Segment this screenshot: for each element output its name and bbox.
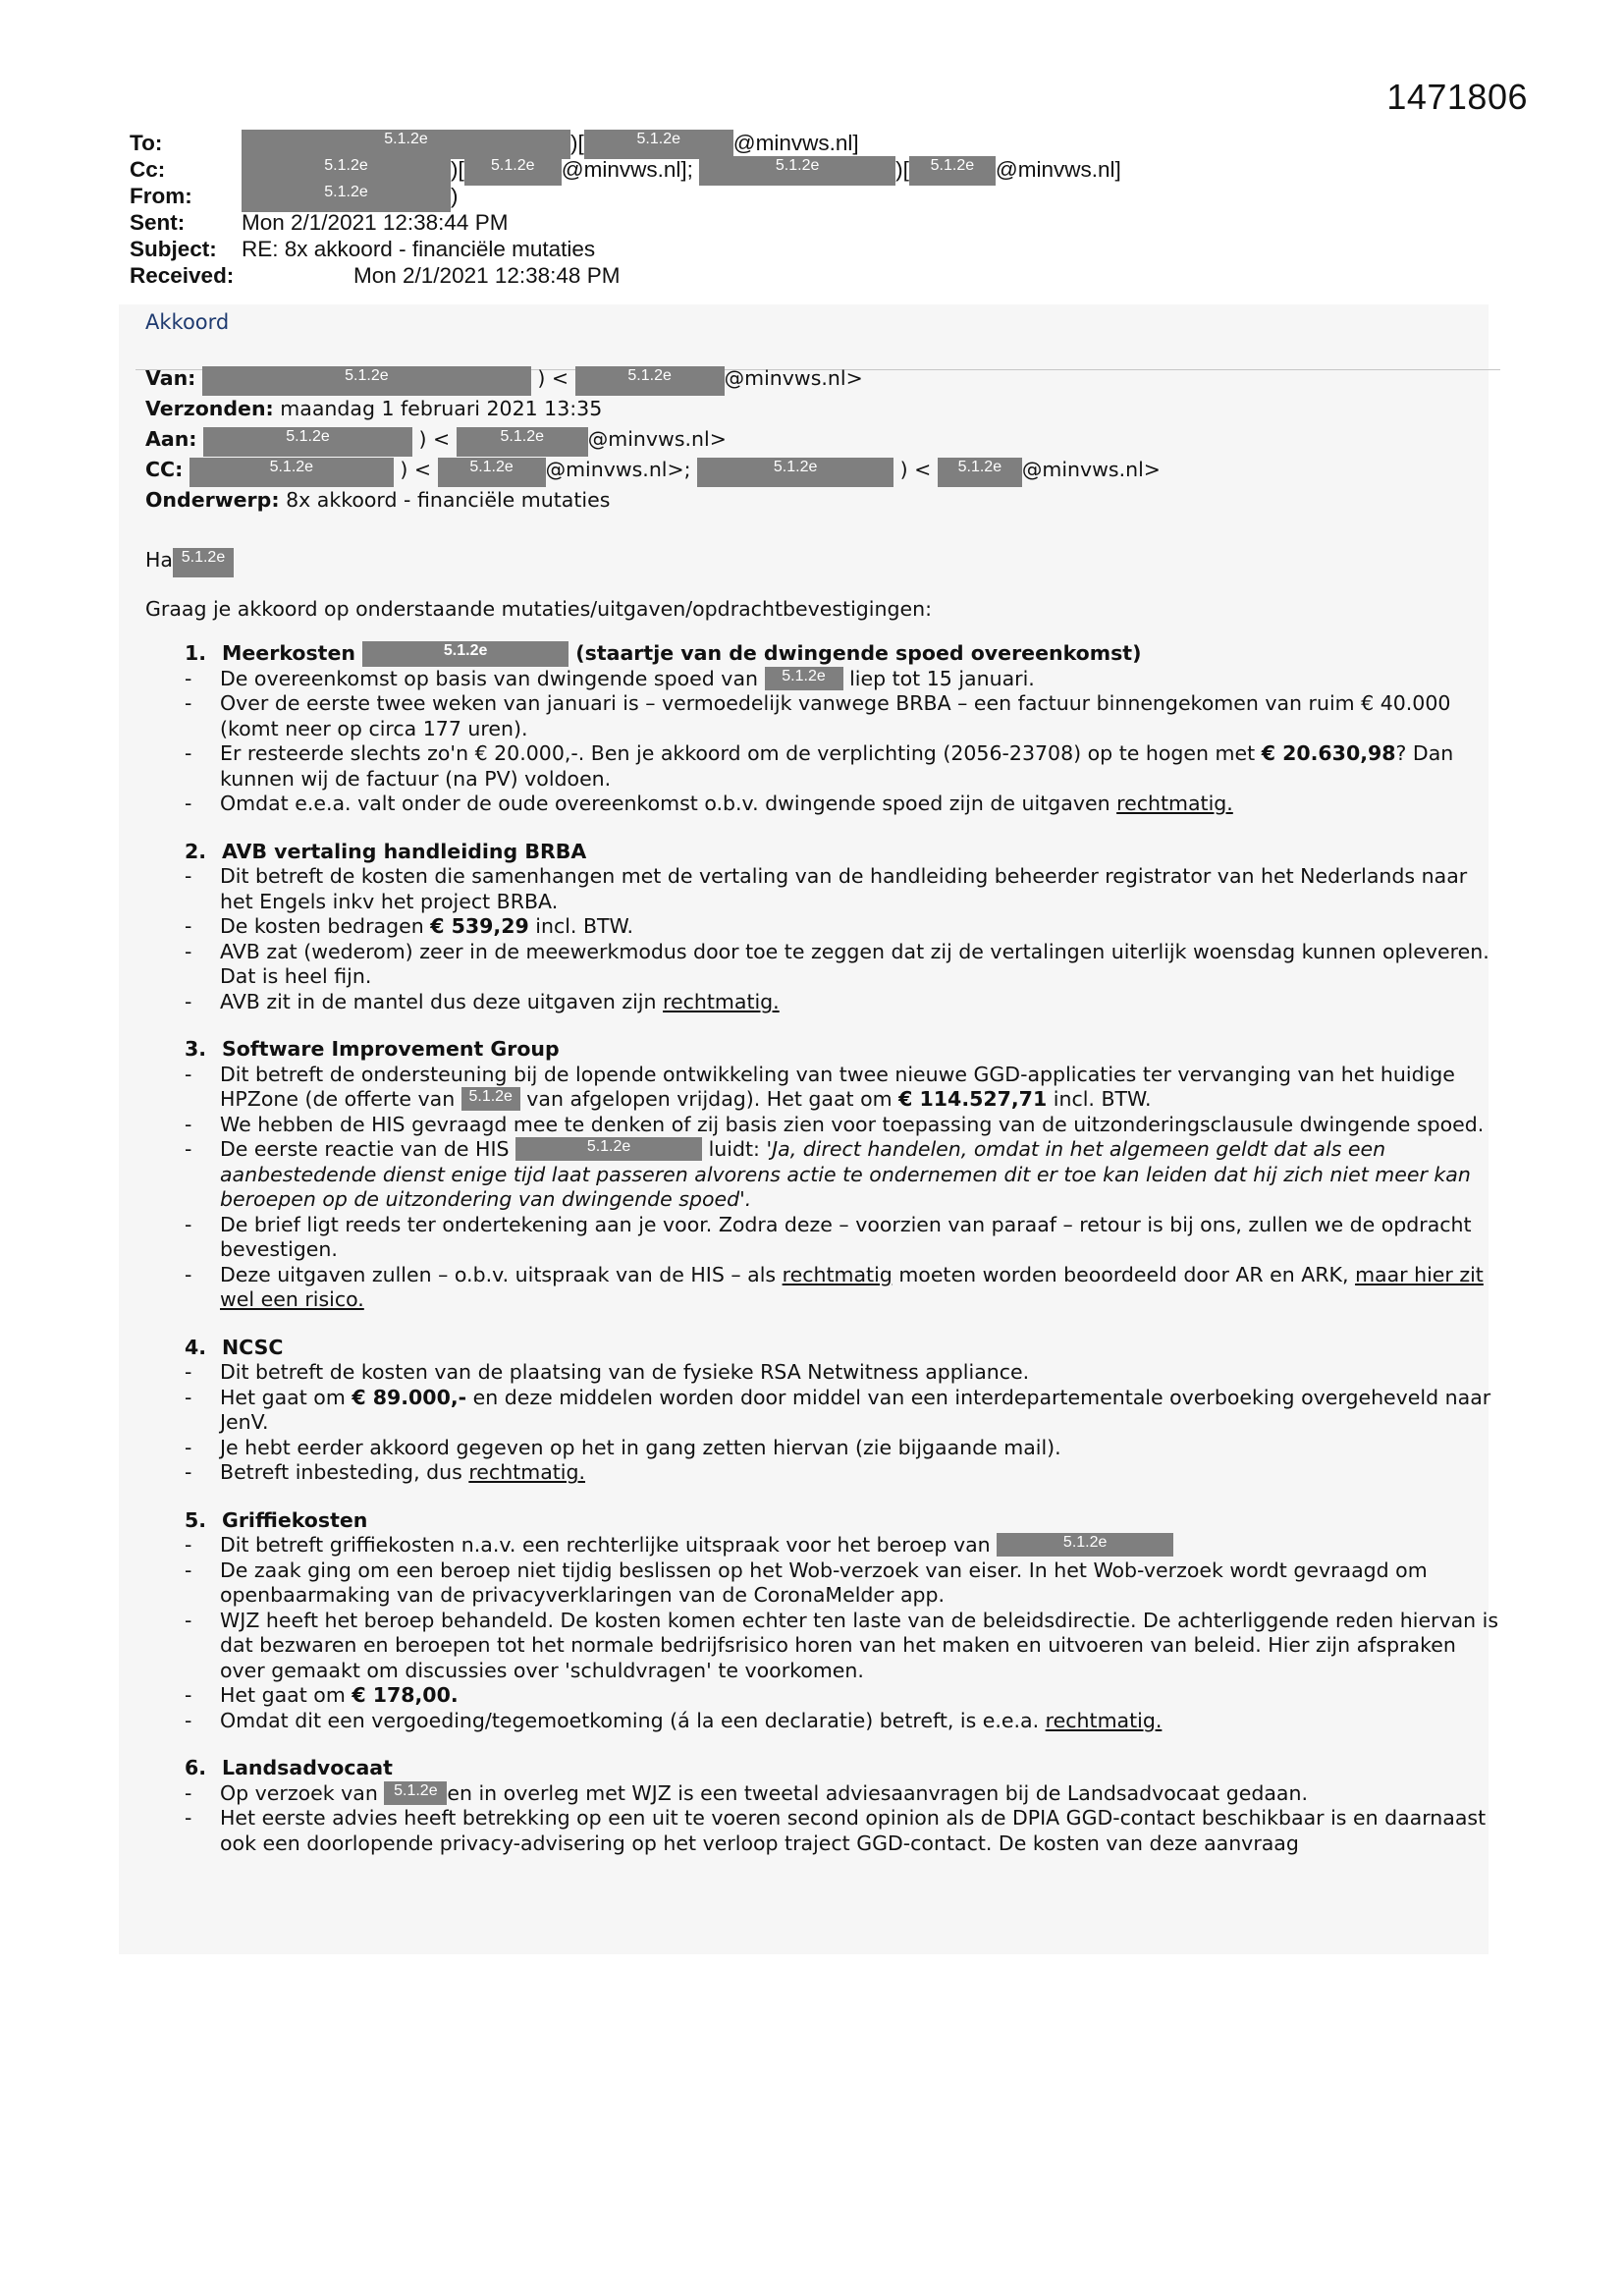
item-text: Betreft inbesteding, dus [220,1460,462,1484]
to-domain: @minvws.nl] [732,131,859,155]
redaction: 5.1.2e [189,458,394,487]
list-item [185,667,1500,692]
section-number: 1. [185,641,207,665]
rechtmatig-text: rechtmatig. [1116,792,1233,815]
section-title: Meerkosten [222,641,355,665]
list-item [185,1709,1500,1734]
sent-value: Mon 2/1/2021 12:38:44 PM [242,210,509,235]
cc-value: 5.1.2e )[ 5.1.2e @minvws.nl]; 5.1.2e )[ 5.1.2e @minvws.nl] [242,156,1121,186]
van-label: Van: [145,365,196,390]
bullet-list [185,1063,1500,1313]
item-text: Het gaat om [220,1385,346,1409]
list-item: - Het eerste advies heeft betrekking op een uit te voeren second opinion als de DPIA GGD-contact beschikbaar is en daarnaast ook een doorlopende privacy-advisering op het verloop traject GGD-contact. De kosten van deze aanvraag [185,1806,1500,1856]
list-item [185,1386,1500,1436]
redaction: 5.1.2e [457,427,588,457]
redaction: 5.1.2e [938,458,1022,487]
item-text: en in overleg met WJZ is een tweetal adviesaanvragen bij de Landsadvocaat gedaan. [447,1780,1308,1805]
cc-forward-domain-1: @minvws.nl>; [545,457,691,481]
from-label: From: [130,184,192,208]
reply-text: Akkoord [145,310,230,334]
list-item: - Dit betreft de kosten van de plaatsing van de fysieke RSA Netwitness appliance. [185,1360,1500,1386]
amount: € 539,29 [430,914,529,938]
list-item [185,990,1500,1015]
subject-label: Subject: [130,237,217,261]
item-text: AVB zit in de mantel dus deze uitgaven zijn [220,989,657,1013]
list-item: - De zaak ging om een beroep niet tijdig beslissen op het Wob-verzoek van eiser. In het Wob-verzoek wordt gevraagd om openbaarmaking van de privacyverklaringen van de CoronaMelder app. [185,1558,1500,1609]
section-title: AVB vertaling handleiding BRBA [222,839,587,863]
list-item [185,741,1500,792]
list-item: - We hebben de HIS gevraagd mee te denken of zij basis zien voor toepassing van de uitzonderingsclausule dwingende spoed. [185,1113,1500,1138]
onderwerp-row [145,488,1500,519]
amount: € 20.630,98 [1261,741,1396,765]
item-text: Het gaat om [220,1683,346,1707]
his-quote: 'Ja, direct handelen, omdat in het algemeen geldt dat als een aanbestedende dienst enige tijd laat passeren alvorens actie te ondernemen dit er toe kan leiden dat hij zich niet meer kan beroepen op de uitzondering van dwingende spoed'. [220,1137,1471,1211]
section-avb [185,840,1500,1015]
section-title: Software Improvement Group [222,1037,560,1061]
redaction: 5.1.2e [461,1087,520,1111]
section-ncsc [185,1336,1500,1486]
section-title: NCSC [222,1335,284,1359]
section-heading [185,1336,1500,1361]
item-text: Dit betreft de ondersteuning bij de lopende ontwikkeling van twee nieuwe GGD-applicaties ter vervanging van het huidige HPZone (de offerte van [220,1062,1455,1111]
bullet-list [185,1360,1500,1486]
section-number: 3. [185,1037,207,1061]
item-text: De eerste reactie van de HIS [220,1137,510,1161]
section-title: Griffiekosten [222,1507,368,1532]
redaction: 5.1.2e [697,458,893,487]
cc-domain-2: @minvws.nl] [995,157,1121,182]
from-value: 5.1.2e ) [242,183,459,212]
section-heading [185,1037,1500,1063]
item-text: liep tot 15 januari. [849,666,1035,690]
list-item [185,792,1500,817]
greeting-prefix: Ha [145,547,173,572]
received-label: Received: [130,263,235,288]
item-text: incl. BTW. [535,914,633,938]
greeting [145,548,1500,577]
item-text: Dit betreft griffiekosten n.a.v. een rechterlijke uitspraak voor het beroep van [220,1533,991,1557]
item-text: Omdat dit een vergoeding/tegemoetkoming (á la een declaratie) betreft, is e.e.a. [220,1708,1040,1732]
sent-label: Sent: [130,210,186,235]
list-item [185,1781,1500,1807]
bullet-list [185,667,1500,817]
section-number: 6. [185,1756,207,1779]
section-griffiekosten [185,1508,1500,1734]
aan-domain: @minvws.nl> [587,426,727,451]
item-text: incl. BTW. [1053,1087,1152,1111]
redaction: 5.1.2e [362,641,568,667]
cc-forward-domain-2: @minvws.nl> [1021,457,1161,481]
redaction: 5.1.2e [438,458,546,487]
list-item: - WJZ heeft het beroep behandeld. De kosten komen echter ten laste van de beleidsdirectie. De achterliggende reden hiervan is dat bezwaren en beroepen tot het normale bedrijfsrisico horen van het maken en uitvoeren van beleid. Hier zijn afspraken over gemaakt om discussies over 'schuldvragen' te voorkomen. [185,1609,1500,1684]
section-landsadvocaat [185,1756,1500,1856]
cc-forward-label: CC: [145,457,184,481]
onderwerp-label: Onderwerp: [145,487,280,512]
received-value: Mon 2/1/2021 12:38:48 PM [353,263,621,288]
section-heading [185,1508,1500,1534]
section-heading [185,840,1500,865]
item-text: Deze uitgaven zullen – o.b.v. uitspraak van de HIS – als [220,1262,777,1286]
list-item: - Je hebt eerder akkoord gegeven op het in gang zetten hiervan (zie bijgaande mail). [185,1436,1500,1461]
item-text: moeten worden beoordeeld door AR en ARK, [898,1262,1349,1286]
section-number: 5. [185,1507,207,1532]
list-item [185,1533,1500,1558]
redaction: 5.1.2e [242,130,570,159]
bullet-list [185,1533,1500,1733]
item-text: De overeenkomst op basis van dwingende spoed van [220,666,758,690]
list-item: - De brief ligt reeds ter ondertekening aan je voor. Zodra deze – voorzien van paraaf – retour is bij ons, zullen we de opdracht bevestigen. [185,1213,1500,1263]
section-number: 2. [185,839,207,863]
section-number: 4. [185,1335,207,1359]
redaction: 5.1.2e [584,130,733,159]
onderwerp-value: 8x akkoord - financiële mutaties [286,487,611,512]
rechtmatig-text: rechtmatig. [468,1460,586,1484]
rechtmatig-text: rechtmatig. [663,989,780,1013]
list-item [185,914,1500,940]
aan-row: Aan: 5.1.2e ) < 5.1.2e @minvws.nl> [145,427,1500,458]
list-item: - AVB zat (wederom) zeer in de meewerkmodus door toe te zeggen dat zij de vertalingen uiterlijk woensdag kunnen opleveren. Dat is heel fijn. [185,940,1500,990]
rechtmatig-text: rechtmatig. [1045,1708,1163,1732]
forwarded-header [145,366,1500,519]
list-item [185,1263,1500,1313]
subject-value: RE: 8x akkoord - financiële mutaties [242,237,596,261]
to-label: To: [130,131,163,155]
redaction: 5.1.2e [242,156,451,186]
redaction: 5.1.2e [203,427,412,457]
list-item [185,1683,1500,1709]
section-title: Landsadvocaat [222,1756,393,1779]
list-item [185,1460,1500,1486]
item-text: Er resteerde slechts zo'n € 20.000,-. Ben je akkoord om de verplichting (2056-23708) op te hogen met [220,741,1256,765]
bullet-list [185,1781,1500,1857]
bullet-list [185,864,1500,1014]
item-text: De kosten bedragen [220,914,424,938]
verzonden-value: maandag 1 februari 2021 13:35 [280,396,603,420]
redaction: 5.1.2e [515,1137,702,1161]
list-item [185,1137,1500,1213]
item-text: Omdat e.e.a. valt onder de oude overeenkomst o.b.v. dwingende spoed zijn de uitgaven [220,792,1110,815]
section-heading [185,641,1500,667]
redaction: 5.1.2e [464,156,562,186]
cc-label: Cc: [130,157,166,182]
redaction: 5.1.2e [997,1533,1173,1557]
cc-domain-1: @minvws.nl]; [561,157,693,182]
redaction: 5.1.2e [242,183,451,212]
redaction: 5.1.2e [765,667,843,690]
section-sig [185,1037,1500,1313]
item-text: en deze middelen worden door middel van een interdepartementale overboeking overgeheveld naar JenV. [220,1385,1491,1434]
section-meerkosten [185,641,1500,817]
van-domain: @minvws.nl> [724,365,863,390]
intro-text: Graag je akkoord op onderstaande mutaties/uitgaven/opdrachtbevestigingen: [145,596,932,621]
amount: € 89.000,- [352,1385,467,1409]
document-id: 1471806 [1386,77,1528,117]
item-text: Op verzoek van [220,1780,378,1805]
aan-label: Aan: [145,426,197,451]
cc-forward-row: CC: 5.1.2e ) < 5.1.2e @minvws.nl>; 5.1.2e ) < 5.1.2e @minvws.nl> [145,458,1500,488]
item-text: van afgelopen vrijdag). Het gaat om [526,1087,893,1111]
amount: € 178,00. [352,1683,459,1707]
redaction: 5.1.2e [699,156,895,186]
redaction: 5.1.2e [384,1781,447,1805]
redaction: 5.1.2e [909,156,996,186]
to-value: 5.1.2e )[ 5.1.2e @minvws.nl] [242,130,859,159]
item-text: luidt: [708,1137,760,1161]
list-item [185,1063,1500,1113]
list-item: - Dit betreft de kosten die samenhangen met de vertaling van de handleiding beheerder registrator van het Nederlands naar het Engels inkv het project BRBA. [185,864,1500,914]
email-body [145,310,1500,1879]
section-subtitle: (staartje van de dwingende spoed overeenkomst) [575,641,1142,665]
verzonden-row [145,397,1500,427]
van-row: Van: 5.1.2e ) < 5.1.2e @minvws.nl> [145,366,1500,397]
section-heading [185,1756,1500,1781]
item-text: ? Dan kunnen wij de factuur (na PV) voldoen. [220,741,1454,791]
amount: € 114.527,71 [898,1087,1048,1111]
rechtmatig-text: rechtmatig [782,1262,893,1286]
redaction: 5.1.2e [575,366,725,396]
list-item: - Over de eerste twee weken van januari is – vermoedelijk vanwege BRBA – een factuur binnengekomen van ruim € 40.000 (komt neer op circa 177 uren). [185,691,1500,741]
risk-text: maar hier zit wel een risico. [220,1262,1484,1311]
verzonden-label: Verzonden: [145,396,274,420]
redaction: 5.1.2e [173,548,234,577]
redaction: 5.1.2e [202,366,531,396]
